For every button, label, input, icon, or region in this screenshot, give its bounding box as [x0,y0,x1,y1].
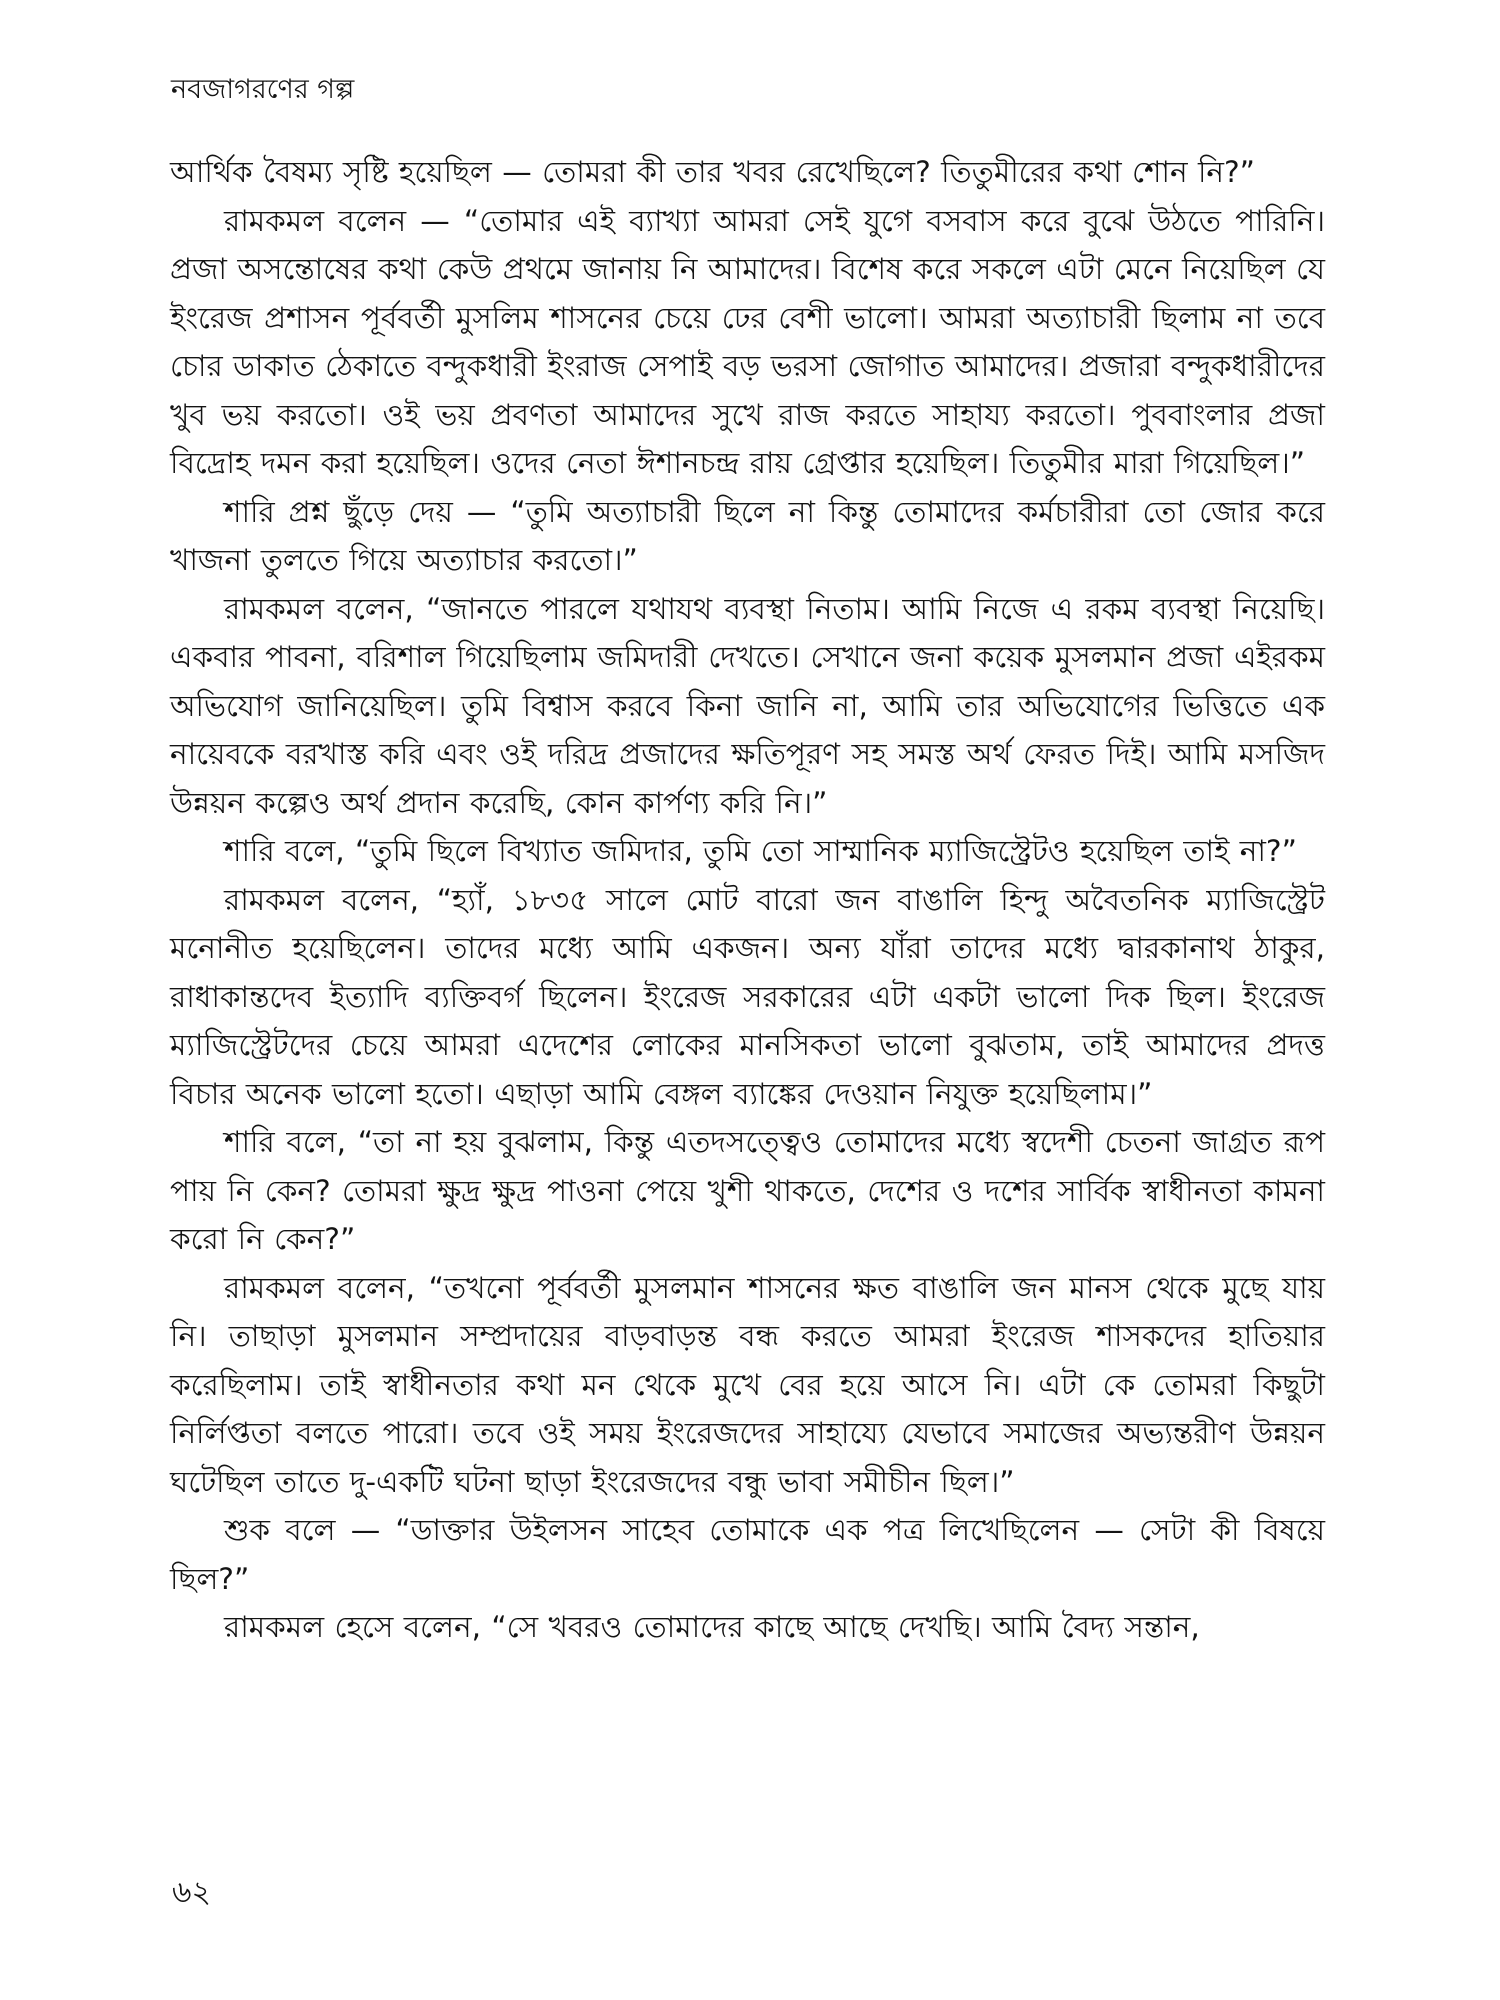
paragraph: শারি বলে, “তুমি ছিলে বিখ্যাত জমিদার, তুমি তো সাম্মানিক ম্যাজিস্ট্রেটও হয়েছিল তাই না?” [224,834,1297,868]
running-header: নবজাগরণের গল্প [171,74,355,105]
page-number: ৬২ [172,1875,212,1910]
paragraph: রামকমল হেসে বলেন, “সে খবরও তোমাদের কাছে আছে দেখছি। আমি বৈদ্য সন্তান, [224,1610,1200,1644]
paragraph: রামকমল বলেন — “তোমার এই ব্যাখ্যা আমরা সেই যুগে বসবাস করে বুঝে উঠতে পারিনি। প্রজা অসন্তোষের কথা কেউ প্রথমে জানায় নি আমাদের। বিশেষ করে সকলে এটা মেনে নিয়েছিল যে ইংরেজ প্রশাসন পূর্ববর্তী মুসলিম শাসনের চেয়ে ঢের বেশী ভালো। আমরা অত্যাচারী ছিলাম না তবে চোর ডাকাত ঠেকাতে বন্দুকধারী ইংরাজ সেপাই বড় ভরসা জোগাত আমাদের। প্রজারা বন্দুকধারীদের খুব ভয় করতো। ওই ভয় প্রবণতা আমাদের সুখে রাজ করতে সাহায্য করতো। পুববাংলার প্রজা বিদ্রোহ দমন করা হয়েছিল। ওদের নেতা ঈশানচন্দ্র রায় গ্রেপ্তার হয়েছিল। তিতুমীর মারা গিয়েছিল।” [170,203,1325,480]
paragraph: রামকমল বলেন, “তখনো পূর্ববর্তী মুসলমান শাসনের ক্ষত বাঙালি জন মানস থেকে মুছে যায় নি। তাছাড়া মুসলমান সম্প্রদায়ের বাড়বাড়ন্ত বন্ধ করতে আমরা ইংরেজ শাসকদের হাতিয়ার করেছিলাম। তাই স্বাধীনতার কথা মন থেকে মুখে বের হয়ে আসে নি। এটা কে তোমরা কিছুটা নির্লিপ্ততা বলতে পারো। তবে ওই সময় ইংরেজদের সাহায্যে যেভাবে সমাজের অভ্যন্তরীণ উন্নয়ন ঘটেছিল তাতে দু-একটি ঘটনা ছাড়া ইংরেজদের বন্ধু ভাবা সমীচীন ছিল।” [170,1270,1325,1499]
paragraph: আর্থিক বৈষম্য সৃষ্টি হয়েছিল — তোমরা কী তার খবর রেখেছিলে? তিতুমীরের কথা শোন নি?” [170,155,1255,189]
paragraph: শুক বলে — “ডাক্তার উইলসন সাহেব তোমাকে এক পত্র লিখেছিলেন — সেটা কী বিষয়ে ছিল?” [170,1513,1325,1596]
paragraph: রামকমল বলেন, “হ্যাঁ, ১৮৩৫ সালে মোট বারো জন বাঙালি হিন্দু অবৈতনিক ম্যাজিস্ট্রেট মনোনীত হয়েছিলেন। তাদের মধ্যে আমি একজন। অন্য যাঁরা তাদের মধ্যে দ্বারকানাথ ঠাকুর, রাধাকান্তদেব ইত্যাদি ব্যক্তিবর্গ ছিলেন। ইংরেজ সরকারের এটা একটা ভালো দিক ছিল। ইংরেজ ম্যাজিস্ট্রেটদের চেয়ে আমরা এদেশের লোকের মানসিকতা ভালো বুঝতাম, তাই আমাদের প্রদত্ত বিচার অনেক ভালো হতো। এছাড়া আমি বেঙ্গল ব্যাঙ্কের দেওয়ান নিযুক্ত হয়েছিলাম।” [170,882,1325,1111]
paragraph: রামকমল বলেন, “জানতে পারলে যথাযথ ব্যবস্থা নিতাম। আমি নিজে এ রকম ব্যবস্থা নিয়েছি। একবার পাবনা, বরিশাল গিয়েছিলাম জমিদারী দেখতে। সেখানে জনা কয়েক মুসলমান প্রজা এইরকম অভিযোগ জানিয়েছিল। তুমি বিশ্বাস করবে কিনা জানি না, আমি তার অভিযোগের ভিত্তিতে এক নায়েবকে বরখাস্ত করি এবং ওই দরিদ্র প্রজাদের ক্ষতিপূরণ সহ সমস্ত অর্থ ফেরত দিই। আমি মসজিদ উন্নয়ন কল্পেও অর্থ প্রদান করেছি, কোন কার্পণ্য করি নি।” [170,591,1325,820]
paragraph: শারি প্রশ্ন ছুঁড়ে দেয় — “তুমি অত্যাচারী ছিলে না কিন্তু তোমাদের কর্মচারীরা তো জোর করে খাজনা তুলতে গিয়ে অত্যাচার করতো।” [170,494,1325,577]
body-text [170,148,1325,1652]
paragraph: শারি বলে, “তা না হয় বুঝলাম, কিন্তু এতদসত্ত্বেও তোমাদের মধ্যে স্বদেশী চেতনা জাগ্রত রূপ পায় নি কেন? তোমরা ক্ষুদ্র ক্ষুদ্র পাওনা পেয়ে খুশী থাকতে, দেশের ও দশের সার্বিক স্বাধীনতা কামনা করো নি কেন?” [170,1125,1325,1256]
